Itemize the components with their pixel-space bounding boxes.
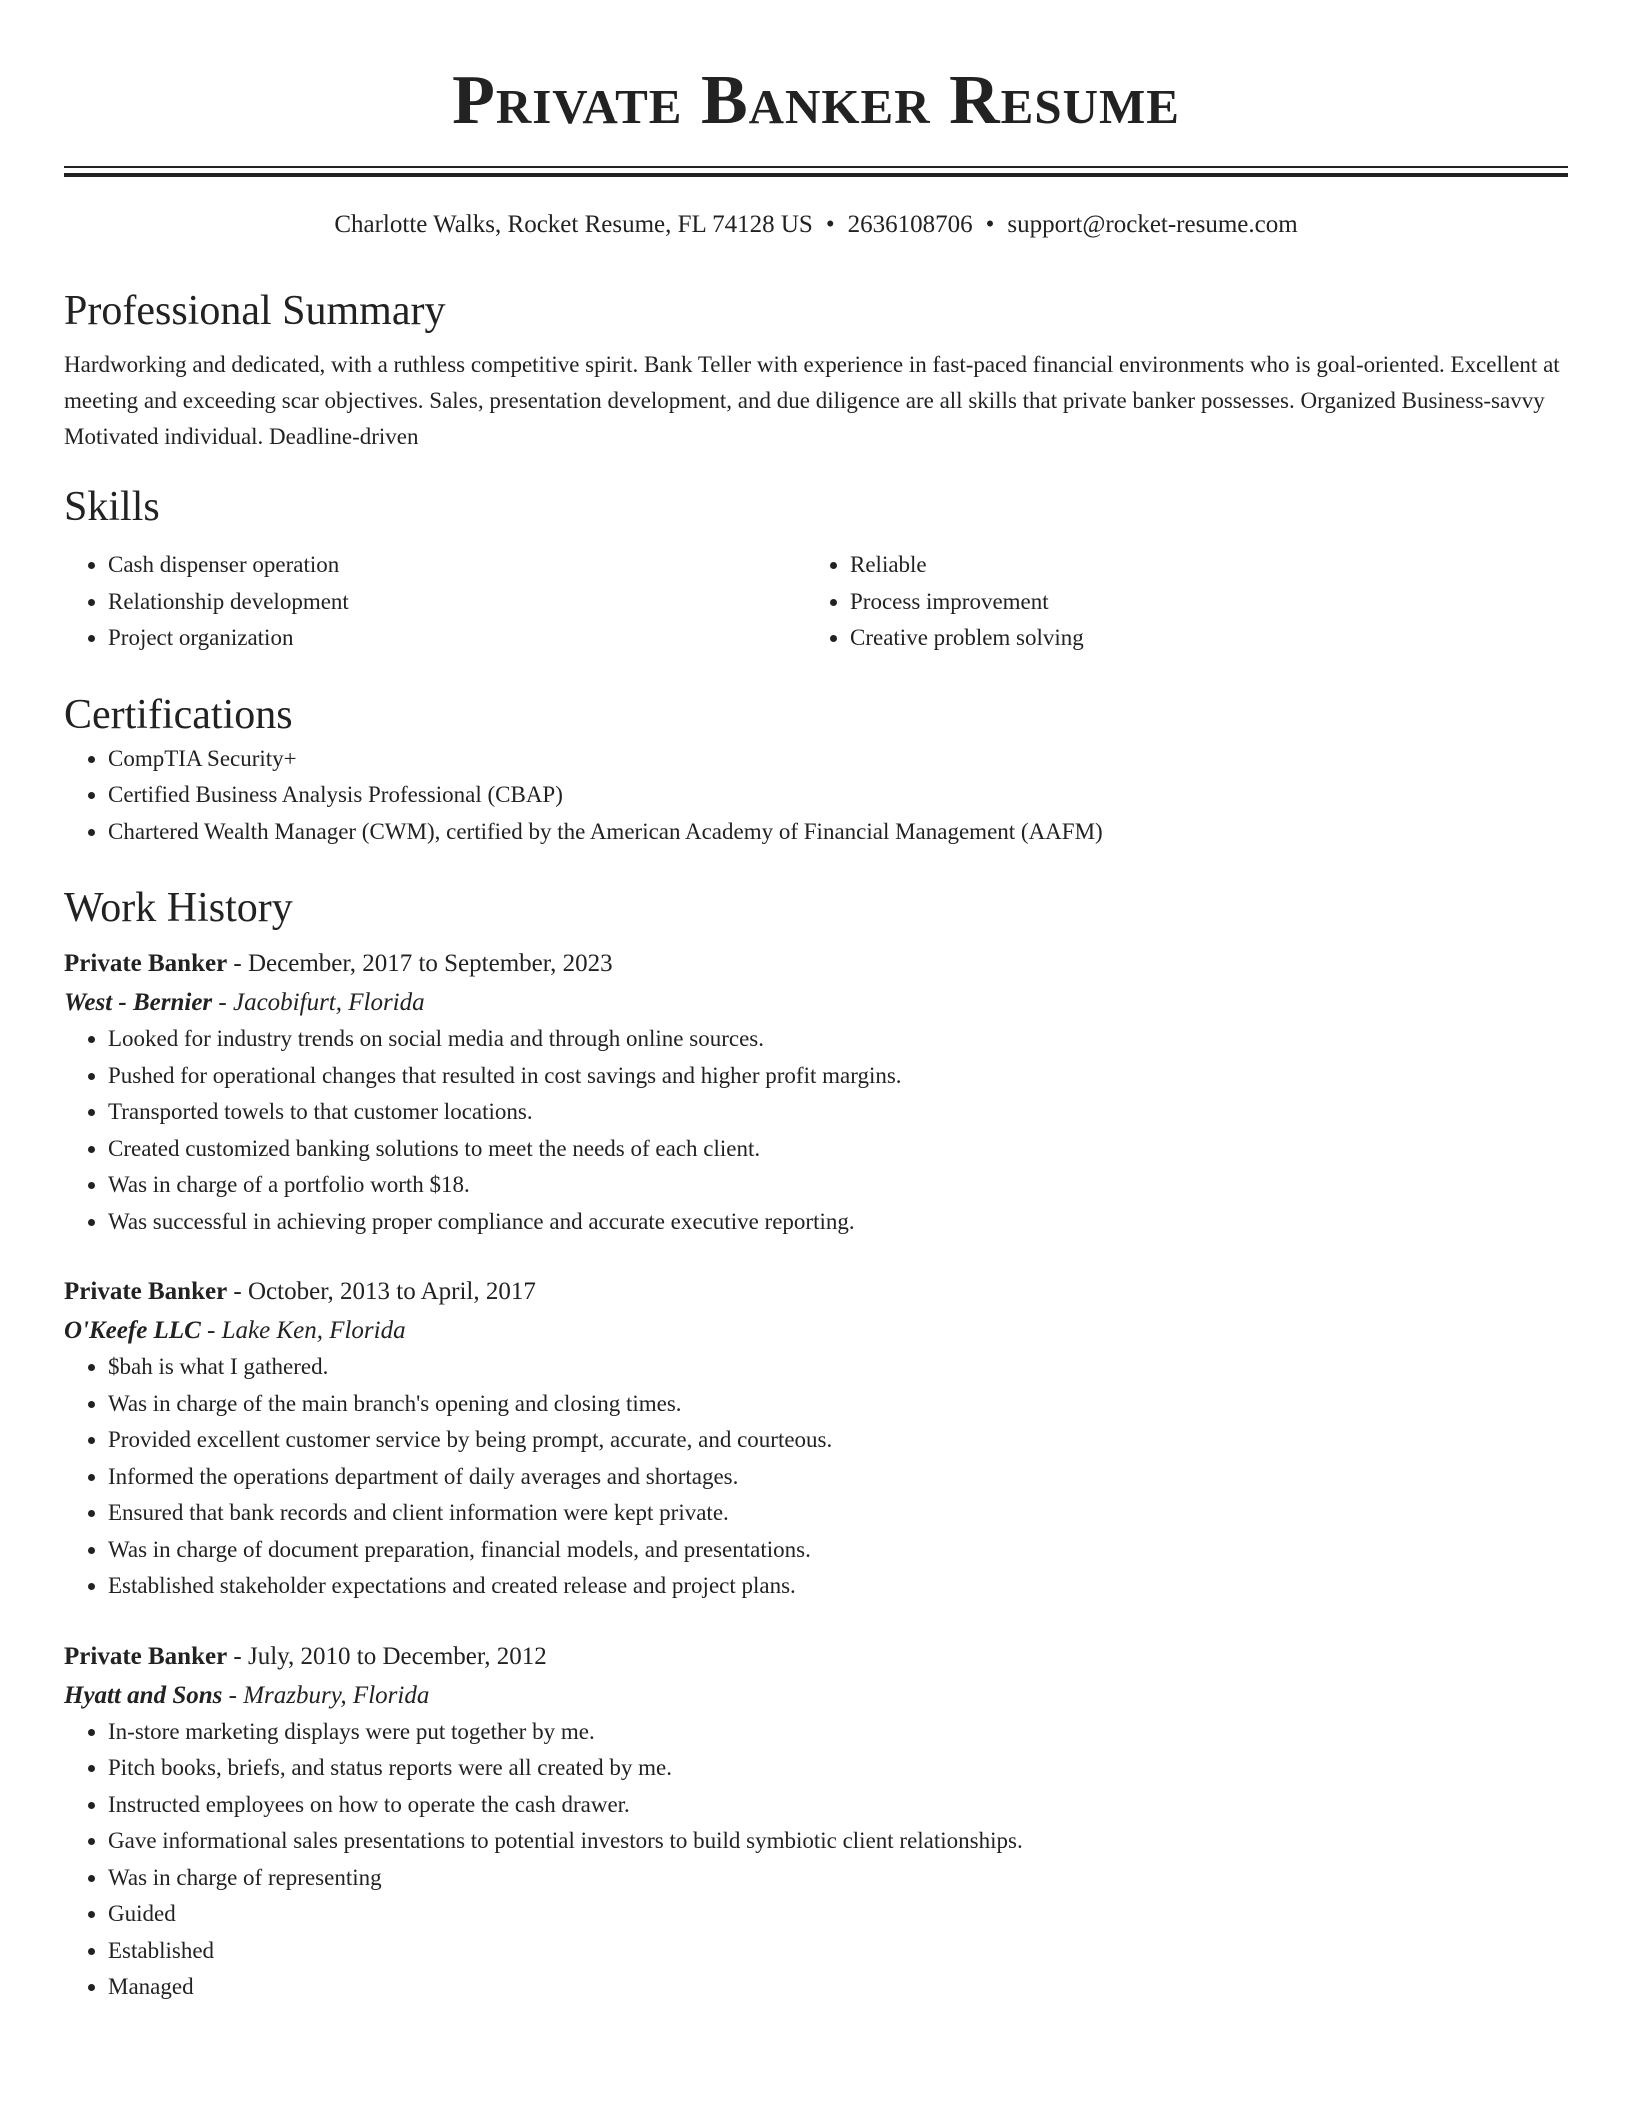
job-duty: • Established stakeholder expectations and created release and project plans. [108, 1568, 1568, 1605]
job-duty: • In-store marketing displays were put together by me. [108, 1714, 1568, 1751]
job-employer: West - Bernier [64, 989, 213, 1016]
job-duty: • Pitch books, briefs, and status reports were all created by me. [108, 1750, 1568, 1787]
skills-heading: Skills [64, 484, 160, 530]
job-title: Private Banker [64, 1642, 228, 1670]
job-entry [64, 1639, 1568, 2006]
job-dates: October, 2013 to April, 2017 [248, 1278, 536, 1305]
skills-list [64, 547, 1568, 657]
job-entry [64, 1274, 1568, 1605]
job-duty: • Was successful in achieving proper compliance and accurate executive reporting. [108, 1204, 1568, 1241]
contact-line [64, 209, 1568, 241]
job-employer-line [64, 1313, 1568, 1349]
job-header [64, 1639, 1568, 1675]
job-dates: July, 2010 to December, 2012 [248, 1642, 547, 1670]
work-history-heading: Work History [64, 885, 293, 931]
skill-item: • Relationship development [108, 584, 806, 621]
certification-item: • Certified Business Analysis Professional (CBAP) [108, 777, 1568, 814]
job-dash: - [227, 1278, 248, 1305]
job-duty: • Instructed employees on how to operate the cash drawer. [108, 1787, 1568, 1824]
job-employer: Hyatt and Sons [64, 1681, 223, 1709]
job-duty: • Was in charge of a portfolio worth $18. [108, 1167, 1568, 1204]
job-duties [64, 1021, 1568, 1240]
summary-text: Hardworking and dedicated, with a ruthless competitive spirit. Bank Teller with experience in fast-paced financial environments who is goal-oriented. Excellent at meeting and exceeding scar objectives. Sales, presentation development, and due diligence are all skills that private banker possesses. Organized Business-savvy Motivated individual. Deadline-driven [64, 352, 1560, 449]
job-duty: • Transported towels to that customer locations. [108, 1094, 1568, 1131]
job-duty: • Created customized banking solutions to meet the needs of each client. [108, 1131, 1568, 1168]
job-employer: O'Keefe LLC [64, 1317, 201, 1344]
job-duty: • Was in charge of document preparation, financial models, and presentations. [108, 1532, 1568, 1569]
contact-phone: 2636108706 [847, 211, 973, 238]
certifications-heading: Certifications [64, 691, 293, 738]
resume-title: Private Banker Resume [452, 62, 1180, 139]
contact-email: support@rocket-resume.com [1007, 211, 1298, 238]
contact-address: Charlotte Walks, Rocket Resume, FL 74128 US [334, 211, 813, 238]
skill-item: • Creative problem solving [850, 620, 1548, 657]
skill-item: • Process improvement [850, 584, 1548, 621]
job-duties [64, 1349, 1568, 1605]
job-duties [64, 1714, 1568, 2006]
job-duty: • Managed [108, 1969, 1568, 2006]
job-dash: - [227, 1642, 248, 1670]
job-duty: • Informed the operations department of daily averages and shortages. [108, 1459, 1568, 1496]
job-header [64, 1274, 1568, 1310]
certifications-list [64, 741, 1568, 851]
skill-item: • Cash dispenser operation [108, 547, 806, 584]
contact-separator: • [825, 211, 835, 238]
job-employer-line [64, 1678, 1568, 1714]
job-duty: • Gave informational sales presentations to potential investors to build symbiotic client relationships. [108, 1823, 1568, 1860]
skill-item: • Reliable [850, 547, 1548, 584]
job-duty: • Ensured that bank records and client information were kept private. [108, 1495, 1568, 1532]
skill-item: • Project organization [108, 620, 806, 657]
job-duty: • Looked for industry trends on social media and through online sources. [108, 1021, 1568, 1058]
summary-heading: Professional Summary [64, 288, 446, 334]
job-dash: - [227, 950, 248, 977]
job-duty: • Was in charge of representing [108, 1860, 1568, 1897]
skills-column-right [806, 547, 1548, 657]
title-divider [64, 166, 1568, 177]
certification-item: • CompTIA Security+ [108, 741, 1568, 778]
job-duty: • $bah is what I gathered. [108, 1349, 1568, 1386]
contact-separator: • [985, 211, 995, 238]
job-location: - Lake Ken, Florida [200, 1317, 406, 1344]
job-location: - Mrazbury, Florida [222, 1681, 430, 1709]
skills-column-left [64, 547, 806, 657]
job-title: Private Banker [64, 950, 228, 977]
job-duty: • Provided excellent customer service by being prompt, accurate, and courteous. [108, 1422, 1568, 1459]
job-duty: • Guided [108, 1896, 1568, 1933]
job-location: - Jacobifurt, Florida [212, 989, 425, 1016]
job-duty: • Established [108, 1933, 1568, 1970]
job-dates: December, 2017 to September, 2023 [248, 950, 613, 977]
job-duty: • Pushed for operational changes that resulted in cost savings and higher profit margins. [108, 1058, 1568, 1095]
job-duty: • Was in charge of the main branch's opening and closing times. [108, 1386, 1568, 1423]
job-header [64, 946, 1568, 982]
job-title: Private Banker [64, 1278, 228, 1305]
job-entry [64, 946, 1568, 1240]
certification-item: • Chartered Wealth Manager (CWM), certified by the American Academy of Financial Management (AAFM) [108, 814, 1568, 851]
job-employer-line [64, 985, 1568, 1021]
